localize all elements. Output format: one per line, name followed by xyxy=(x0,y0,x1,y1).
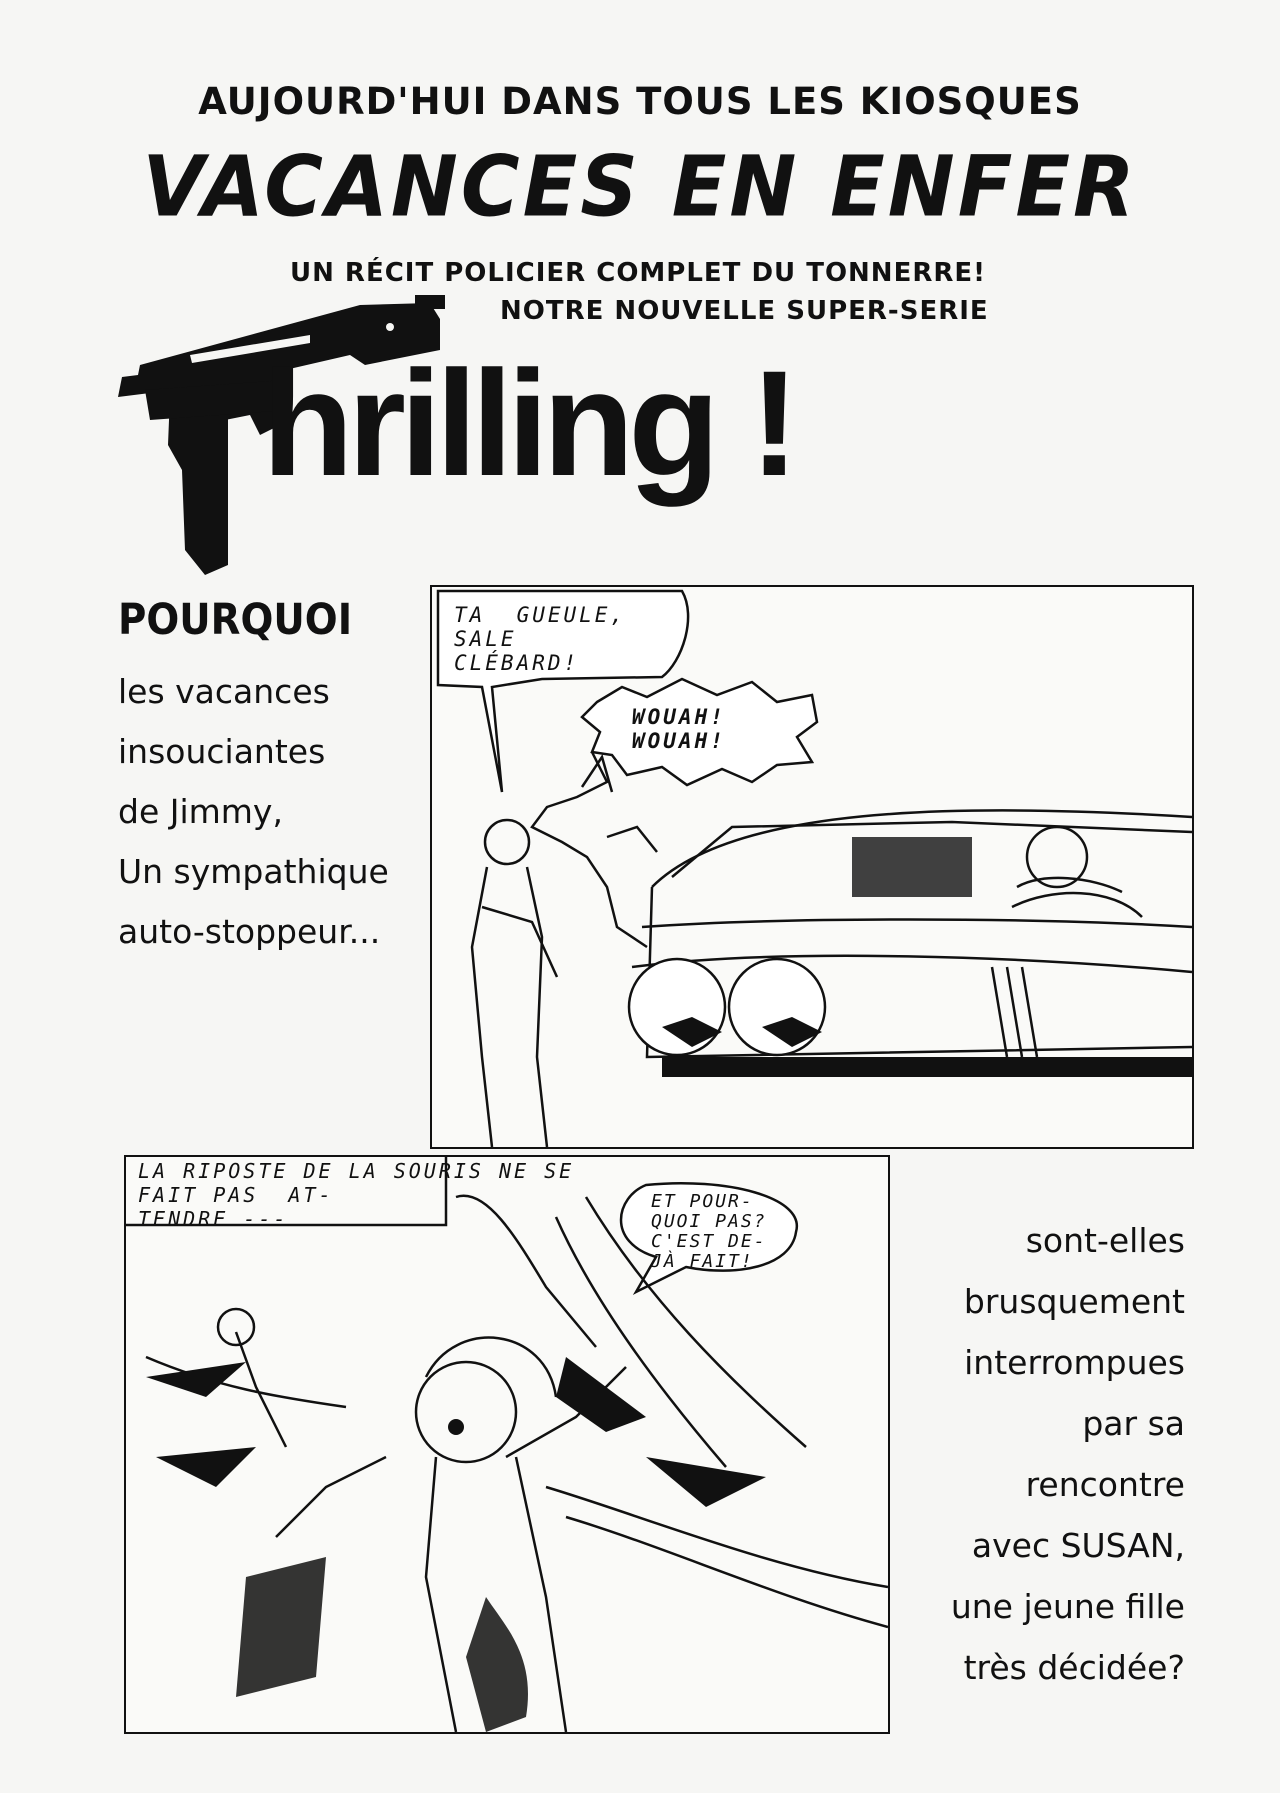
right-line: brusquement xyxy=(963,1282,1185,1321)
top-line: AUJOURD'HUI DANS TOUS LES KIOSQUES xyxy=(198,80,1082,123)
caption-box: LA RIPOSTE DE LA SOURIS NE SE FAIT PAS AT- TENDRE --- xyxy=(138,1159,575,1231)
comic-panel-bottom xyxy=(124,1155,890,1734)
left-line: Un sympathique xyxy=(118,852,389,891)
right-line: rencontre xyxy=(1025,1465,1185,1504)
comic-panel-top xyxy=(430,585,1194,1149)
main-title: VACANCES EN ENFER xyxy=(142,137,1138,236)
right-line: sont-elles xyxy=(1025,1221,1185,1260)
right-line: interrompues xyxy=(964,1343,1185,1382)
speech-bubble-3: ET POUR- QUOI PAS? C'EST DE- JÀ FAIT! xyxy=(651,1191,767,1272)
right-line: par sa xyxy=(1082,1404,1185,1443)
left-line: les vacances xyxy=(118,672,330,711)
left-line: insouciantes xyxy=(118,732,326,771)
panel-bottom-artwork xyxy=(126,1157,888,1732)
right-line: avec SUSAN, xyxy=(971,1526,1185,1565)
pourquoi-heading: POURQUOI xyxy=(118,595,353,645)
speech-bubble-1: TA GUEULE, SALE CLÉBARD! xyxy=(454,603,627,675)
speech-bubble-2: WOUAH! WOUAH! xyxy=(632,705,726,753)
series-name: SUPER-SERIE xyxy=(786,296,989,326)
left-line: de Jimmy, xyxy=(118,792,283,831)
left-column-text xyxy=(118,662,389,962)
series-prefix: NOTRE NOUVELLE xyxy=(500,296,777,326)
right-column-text xyxy=(951,1210,1185,1698)
subtitle: UN RÉCIT POLICIER COMPLET DU TONNERRE! xyxy=(290,258,986,288)
right-line: une jeune fille xyxy=(950,1587,1185,1626)
logo-text: hrilling ! xyxy=(262,339,794,507)
right-line: très décidée? xyxy=(963,1648,1185,1687)
left-line: auto-stoppeur... xyxy=(118,912,381,951)
